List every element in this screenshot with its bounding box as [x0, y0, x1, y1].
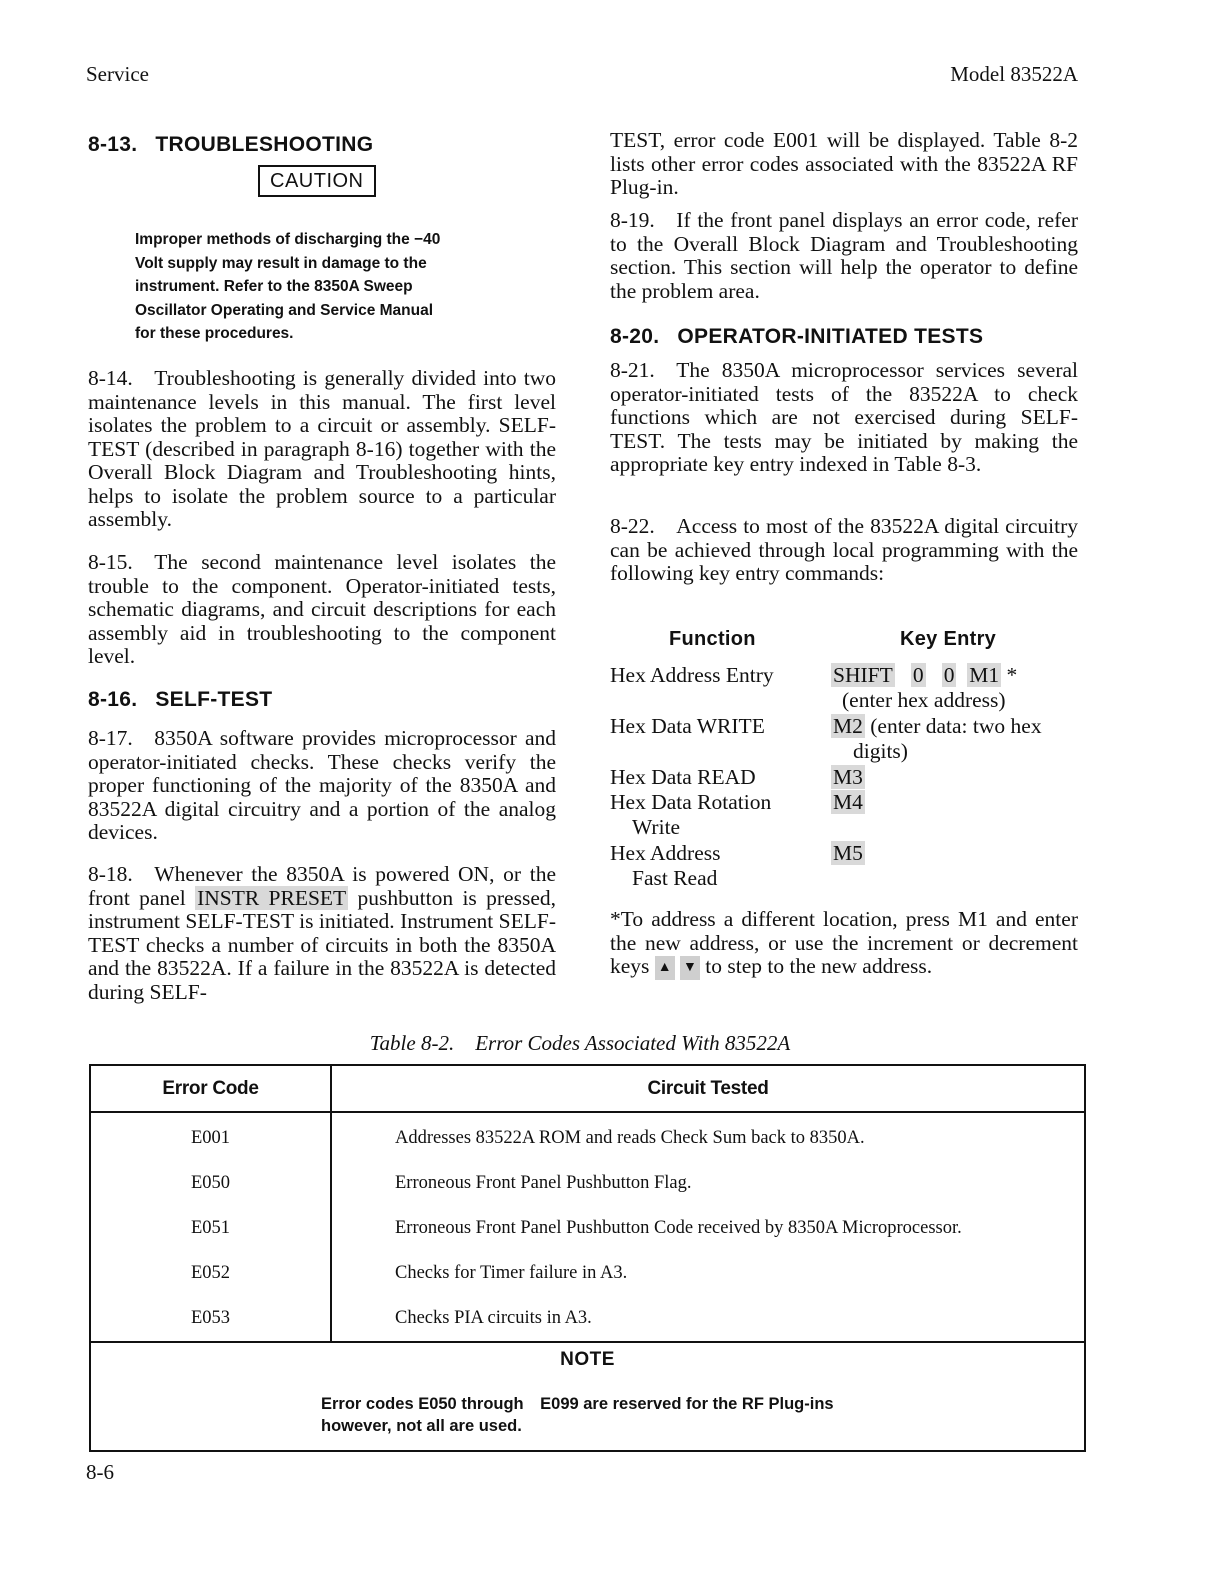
circuit-tested: Checks PIA circuits in A3.	[395, 1308, 592, 1328]
key-entry: M2 (enter data: two hex	[833, 714, 1042, 738]
function-name: Hex Address Entry	[610, 663, 774, 687]
circuit-tested: Addresses 83522A ROM and reads Check Sum back to 8350A.	[395, 1128, 865, 1148]
error-code: E051	[91, 1206, 331, 1251]
footnote: *To address a different location, press M1 and enter the new address, or use the increment or decrement keys ▲ ▼ to step to the new address.	[610, 907, 1078, 978]
function-name: Hex Data READ	[610, 765, 756, 789]
table-row	[91, 1206, 1084, 1251]
error-code-table-frame	[89, 1064, 1086, 1452]
section-heading-8-16	[88, 688, 272, 712]
page-number: 8-6	[86, 1460, 114, 1484]
function-name-cont: Fast Read	[632, 866, 718, 890]
running-header-left: Service	[86, 62, 149, 86]
caution-label	[258, 170, 376, 193]
caution-box: CAUTION	[258, 165, 376, 197]
function-name: Hex Address	[610, 841, 721, 865]
zero-key: 0	[912, 663, 924, 687]
function-name: Hex Data Rotation	[610, 790, 772, 814]
section-number: 8-13.	[88, 133, 138, 156]
m4-key: M4	[833, 790, 863, 814]
section-heading-8-20	[610, 325, 983, 349]
table-row	[91, 1251, 1084, 1296]
arrow-down-icon: ▼	[680, 956, 700, 980]
table-caption: Table 8-2. Error Codes Associated With 83522A	[369, 1031, 791, 1055]
note-line: however, not all are used.	[321, 1417, 522, 1435]
table-row	[91, 1112, 1084, 1161]
section-number: 8-16.	[88, 688, 138, 711]
section-heading-8-13	[88, 133, 373, 157]
paragraph-8-15: 8-15. The second maintenance level isolates the trouble to the component. Operator-initiated tests, schematic diagrams, and circuit descriptions for each assembly aid in troubleshooting to the component level.	[88, 550, 556, 668]
key-entry-column-header: Key Entry	[900, 628, 997, 650]
function-column-header: Function	[669, 628, 756, 650]
table-row	[91, 1161, 1084, 1206]
caution-line: instrument. Refer to the 8350A Sweep	[135, 278, 413, 295]
key-entry-note: (enter hex address)	[842, 688, 1006, 712]
paragraph-continued: TEST, error code E001 will be displayed. Table 8-2 lists other error codes associated with the 83522A RF Plug-in.	[610, 128, 1078, 199]
section-title: SELF-TEST	[155, 688, 273, 711]
paragraph-8-14: 8-14. Troubleshooting is generally divided into two maintenance levels in this manual. The first level isolates the problem to a circuit or assembly. SELF-TEST (described in paragraph 8-16) together with the Overall Block Diagram and Troubleshooting hints, helps to isolate the problem source to a particular assembly.	[88, 366, 556, 531]
arrow-up-icon: ▲	[655, 956, 675, 980]
paragraph-8-17: 8-17. 8350A software provides microprocessor and operator-initiated checks. These checks verify the proper functioning of the majority of the 8350A and 83522A digital circuitry and a portion of the analog devices.	[88, 726, 556, 844]
paragraph-8-22: 8-22. Access to most of the 83522A digital circuitry can be achieved through local programming with the following key entry commands:	[610, 514, 1078, 585]
zero-key: 0	[943, 663, 955, 687]
error-code: E050	[91, 1161, 331, 1206]
header-error-code: Error Code	[91, 1066, 331, 1112]
paragraph-8-19: 8-19. If the front panel displays an error code, refer to the Overall Block Diagram and Troubleshooting section. This section will help the operator to define the problem area.	[610, 208, 1078, 303]
note-line: Error codes E050 through E099 are reserved for the RF Plug-ins	[321, 1395, 834, 1413]
running-header-right: Model 83522A	[950, 62, 1078, 86]
circuit-tested: Erroneous Front Panel Pushbutton Code received by 8350A Microprocessor.	[395, 1218, 962, 1238]
header-circuit-tested: Circuit Tested	[331, 1066, 1084, 1112]
caution-line: Volt supply may result in damage to the	[135, 254, 427, 272]
error-code: E053	[91, 1296, 331, 1341]
note-body	[321, 1393, 834, 1437]
m3-key: M3	[833, 765, 863, 789]
section-title: OPERATOR-INITIATED TESTS	[677, 325, 984, 348]
m5-key: M5	[833, 841, 863, 865]
caution-line: for these procedures.	[135, 325, 294, 342]
section-number: 8-20.	[610, 325, 660, 348]
error-code-table	[91, 1066, 1084, 1341]
table-row	[91, 1296, 1084, 1341]
key-entry	[831, 841, 865, 866]
note-title: NOTE	[560, 1349, 615, 1370]
paragraph-8-21: 8-21. The 8350A microprocessor services several operator-initiated tests of the 83522A to check functions which are not exercised during SELF-TEST. The tests may be initiated by making the appropriate key entry indexed in Table 8-3.	[610, 358, 1078, 476]
caution-text	[135, 228, 515, 346]
function-name-cont: Write	[632, 815, 681, 839]
caution-line: Oscillator Operating and Service Manual	[135, 301, 434, 319]
function-name: Hex Data WRITE	[610, 714, 765, 738]
circuit-tested: Erroneous Front Panel Pushbutton Flag.	[395, 1173, 692, 1193]
section-title: TROUBLESHOOTING	[155, 133, 374, 156]
shift-key: SHIFT	[833, 663, 893, 687]
key-entry-note: digits)	[853, 739, 908, 763]
m2-key: M2	[833, 714, 863, 738]
error-code: E001	[91, 1112, 331, 1161]
key-entry: SHIFT 0 0 M1 *	[833, 663, 1018, 687]
instr-preset-key: INSTR PRESET	[197, 885, 347, 910]
circuit-tested: Checks for Timer failure in A3.	[395, 1263, 628, 1283]
paragraph-8-18: 8-18. Whenever the 8350A is powered ON, or the front panel INSTR PRESET pushbutton is pressed, instrument SELF-TEST is initiated. Instrument SELF-TEST checks a number of circuits in both the 8350A and the 83522A. If a failure in the 83522A is detected during SELF-	[88, 862, 557, 1004]
error-code: E052	[91, 1251, 331, 1296]
caution-line: Improper methods of discharging the −40	[135, 231, 441, 248]
m1-key: M1	[969, 663, 1000, 687]
key-entry	[831, 765, 865, 790]
key-entry	[831, 790, 865, 815]
table-note	[91, 1341, 1084, 1450]
